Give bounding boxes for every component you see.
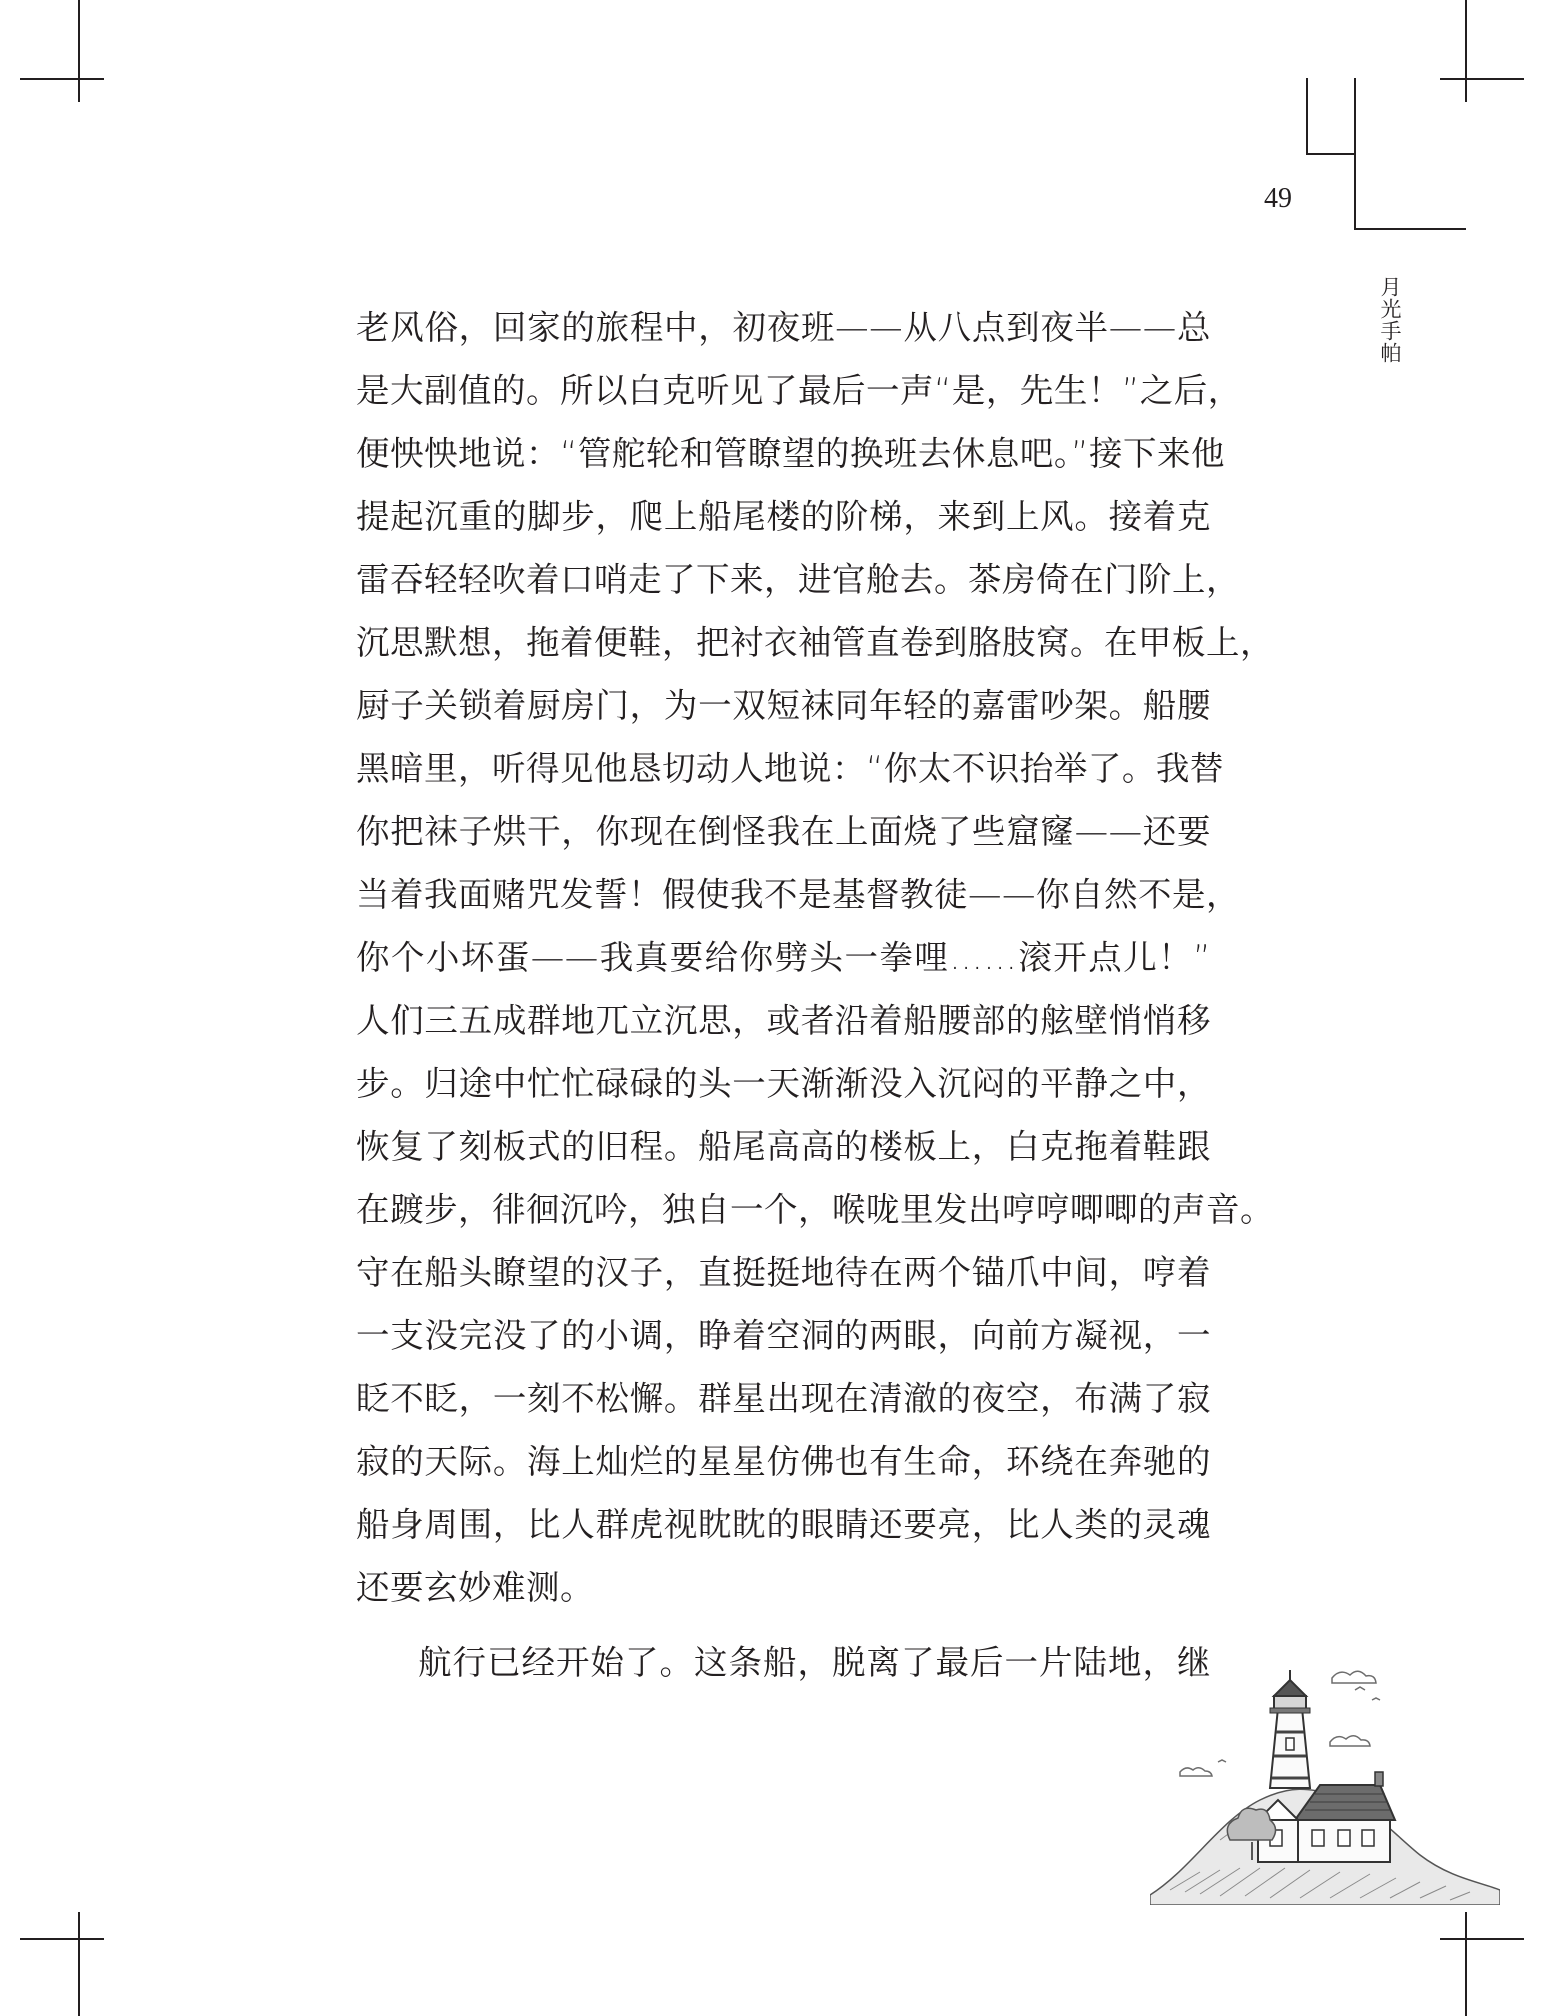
text-line: 是大副值的。所以白克听见了最后一声“是，先生！”之后，: [356, 371, 1242, 410]
text-line: 雷吞轻轻吹着口哨走了下来，进官舱去。茶房倚在门阶上，: [356, 560, 1240, 599]
text-line: 你把袜子烘干，你现在倒怪我在上面烧了些窟窿——还要: [356, 812, 1211, 851]
text-line: 沉思默想，拖着便鞋，把衬衣袖管直卷到胳肢窝。在甲板上，: [356, 623, 1274, 662]
page-number: 49: [1264, 183, 1292, 214]
body-text: [356, 296, 1274, 1694]
corner-rule: [1354, 78, 1356, 230]
corner-rule: [1306, 78, 1308, 153]
text-line: 厨子关锁着厨房门，为一双短袜同年轻的嘉雷吵架。船腰: [356, 686, 1211, 725]
text-line: 在踱步，徘徊沉吟，独自一个，喉咙里发出哼哼唧唧的声音。: [356, 1190, 1274, 1229]
crop-mark: [1465, 1912, 1467, 2016]
crop-mark: [1465, 0, 1467, 102]
text-line: 当着我面赌咒发誓！假使我不是基督教徒——你自然不是，: [356, 875, 1240, 914]
crop-mark: [1440, 1938, 1524, 1940]
lighthouse-illustration: [1150, 1660, 1500, 1905]
text-line: 恢复了刻板式的旧程。船尾高高的楼板上，白克拖着鞋跟: [356, 1127, 1211, 1166]
text-line: 老风俗，回家的旅程中，初夜班——从八点到夜半——总: [356, 308, 1211, 347]
text-line: 便怏怏地说：“管舵轮和管瞭望的换班去休息吧。”接下来他: [356, 434, 1225, 473]
crop-mark: [1440, 78, 1524, 80]
crop-mark: [78, 0, 80, 102]
corner-rule: [1306, 153, 1356, 155]
text-line: 你个小坏蛋——我真要给你劈头一拳哩……滚开点儿！”: [356, 938, 1211, 977]
paragraph-start-line: 航行已经开始了。这条船，脱离了最后一片陆地，继: [418, 1643, 1211, 1682]
text-line: 船身周围，比人群虎视眈眈的眼睛还要亮，比人类的灵魂: [356, 1505, 1211, 1544]
text-line: 一支没完没了的小调，睁着空洞的两眼，向前方凝视，一: [356, 1316, 1211, 1355]
text-line: 守在船头瞭望的汉子，直挺挺地待在两个锚爪中间，哼着: [356, 1253, 1211, 1292]
text-line: 还要玄妙难测。: [356, 1568, 594, 1607]
text-line: 步。归途中忙忙碌碌的头一天渐渐没入沉闷的平静之中，: [356, 1064, 1211, 1103]
text-line: 提起沉重的脚步，爬上船尾楼的阶梯，来到上风。接着克: [356, 497, 1211, 536]
crop-mark: [20, 78, 104, 80]
text-line: 眨不眨，一刻不松懈。群星出现在清澈的夜空，布满了寂: [356, 1379, 1211, 1418]
text-line: 人们三五成群地兀立沉思，或者沿着船腰部的舷壁悄悄移: [356, 1001, 1211, 1040]
crop-mark: [78, 1912, 80, 2016]
running-title: 月光手帕: [1378, 276, 1402, 364]
corner-rule: [1354, 228, 1466, 230]
crop-mark: [20, 1938, 104, 1940]
text-line: 寂的天际。海上灿烂的星星仿佛也有生命，环绕在奔驰的: [356, 1442, 1211, 1481]
text-line: 黑暗里，听得见他恳切动人地说：“你太不识抬举了。我替: [356, 749, 1224, 788]
